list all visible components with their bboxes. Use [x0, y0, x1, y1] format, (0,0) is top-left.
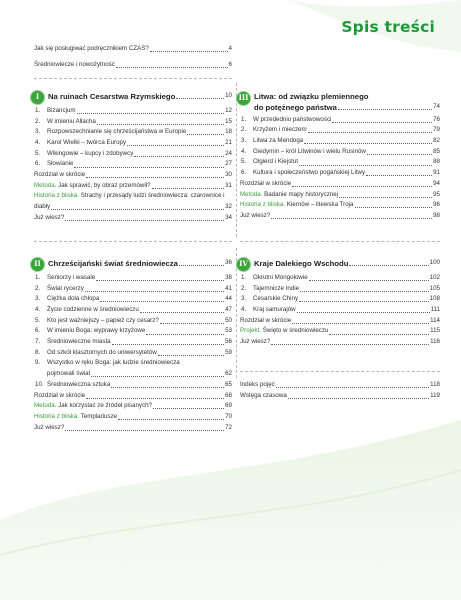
toc-entry[interactable]: 6. Kultura i społeczeństwo pogańskiej Litwy 91 — [241, 169, 440, 177]
toc-entry[interactable]: 1. Bizancjum 12 — [35, 106, 232, 114]
section-title: Litwa: od związku plemiennego — [254, 92, 369, 101]
method-entry[interactable]: Metoda. Jak korzystać ze źródeł pisanych? 69 — [34, 402, 232, 410]
section-4 — [240, 258, 440, 348]
toc-entry[interactable]: 1. Okrutni Mongołowie 102 — [241, 273, 440, 281]
toc-entry[interactable]: 6. Słowianie 27 — [35, 160, 232, 168]
toc-entry[interactable]: 7. Średniowieczne miasta 56 — [35, 338, 232, 346]
project-entry[interactable]: Projekt. Święto w średniowieczu 115 — [240, 327, 440, 335]
toc-entry[interactable]: 9. Wszystko w ręku Boga: jak ludzie średniowiecza pojmowali świat 62 — [35, 359, 232, 378]
closeup-entry[interactable]: Historia z bliska. Kiernów – litewska Troja 96 — [240, 201, 440, 209]
toc-entry[interactable]: 4. Życie codzienne w średniowieczu 47 — [35, 306, 232, 314]
method-entry[interactable]: Metoda. Badanie mapy historycznej 95 — [240, 190, 440, 198]
quiz-entry[interactable]: Już wiesz? 116 — [240, 338, 440, 346]
section-heading[interactable]: III Litwa: od związku plemiennego do potężnego państwa 74 — [238, 92, 440, 112]
intro-entry[interactable]: Jak się posługiwać podręcznikiem CZAS? 4 — [34, 44, 232, 52]
method-entry[interactable]: Metoda. Jak sprawić, by obraz przemówił? 31 — [34, 181, 232, 189]
closeup-entry[interactable]: Historia z bliska. Templariusze 70 — [34, 412, 232, 420]
toc-entry[interactable]: 4. Karol Wielki – twórca Europy 21 — [35, 139, 232, 147]
section-title: Kraje Dalekiego Wschodu — [254, 258, 349, 268]
toc-entry[interactable]: 2. Krzyżem i mieczem 79 — [241, 126, 440, 134]
toc-entry[interactable]: 1. Seniorzy i wasale 38 — [35, 273, 232, 281]
toc-entry[interactable]: 10. Średniowieczna sztuka 65 — [35, 380, 232, 388]
closeup-entry[interactable]: Historia z bliska. Strachy i przesądy ludzi średniowiecza: czarownice i diabły 32 — [34, 192, 232, 211]
summary-entry[interactable]: Rozdział w skrócie 68 — [34, 391, 232, 399]
toc-entry[interactable]: 2. Tajemnicze Indie 105 — [241, 284, 440, 292]
summary-entry[interactable]: Rozdział w skrócie 30 — [34, 171, 232, 179]
quiz-entry[interactable]: Już wiesz? 72 — [34, 423, 232, 431]
section-1 — [34, 91, 232, 224]
toc-entry[interactable]: 3. Rozpowszechnianie się chrześcijaństwa w Europie 18 — [35, 128, 232, 136]
index-entry[interactable]: Indeks pojęć 118 — [240, 380, 440, 388]
page-title: Spis treści — [341, 18, 435, 36]
intro-entry[interactable]: Średniowiecze i nowożytność 6 — [34, 60, 232, 68]
intro-list — [34, 44, 232, 70]
toc-entry[interactable]: 8. Od szkół klasztornych do uniwersytetów 59 — [35, 348, 232, 356]
toc-entry[interactable]: 4. Giedymin – król Litwinów i wielu Rusinów 85 — [241, 147, 440, 155]
chapter-badge: III — [237, 92, 250, 105]
section-title: Na ruinach Cesarstwa Rzymskiego — [48, 91, 176, 101]
toc-entry[interactable]: 6. W imieniu Boga: wyprawy krzyżowe 53 — [35, 327, 232, 335]
summary-entry[interactable]: Rozdział w skrócie 94 — [240, 179, 440, 187]
section-2 — [34, 258, 232, 433]
timeline-entry[interactable]: Wstęga czasowa 119 — [240, 391, 440, 399]
appendix-list — [240, 380, 440, 401]
quiz-entry[interactable]: Już wiesz? 34 — [34, 213, 232, 221]
toc-entry[interactable]: 5. Kto jest ważniejszy – papież czy cesarz? 50 — [35, 316, 232, 324]
divider — [240, 241, 440, 242]
toc-entry[interactable]: 5. Olgierd i Kiejstut 88 — [241, 158, 440, 166]
toc-entry[interactable]: 3. Ciężka dola chłopa 44 — [35, 295, 232, 303]
toc-entry[interactable]: 5. Wikingowie – kupcy i zdobywcy 24 — [35, 149, 232, 157]
column-divider — [236, 83, 237, 237]
chapter-badge: IV — [237, 258, 250, 271]
toc-entry[interactable]: 3. Cesarskie Chiny 108 — [241, 295, 440, 303]
chapter-badge: II — [31, 258, 44, 271]
toc-entry[interactable]: 3. Litwa za Mendoga 82 — [241, 137, 440, 145]
toc-entry[interactable]: 4. Kraj samurajów 111 — [241, 306, 440, 314]
divider — [34, 241, 232, 242]
section-3 — [240, 92, 440, 222]
divider — [240, 371, 440, 372]
section-title-cont: do potężnego państwa — [254, 102, 337, 112]
toc-entry[interactable]: 2. W imieniu Allacha 15 — [35, 117, 232, 125]
summary-entry[interactable]: Rozdział w skrócie 114 — [240, 316, 440, 324]
section-heading[interactable]: I Na ruinach Cesarstwa Rzymskiego 10 — [34, 91, 232, 104]
section-heading[interactable]: II Chrześcijański świat średniowiecza 36 — [34, 258, 232, 271]
toc-entry[interactable]: 2. Świat rycerzy 41 — [35, 284, 232, 292]
chapter-badge: I — [31, 91, 44, 104]
divider — [34, 78, 232, 79]
quiz-entry[interactable]: Już wiesz? 98 — [240, 211, 440, 219]
section-heading[interactable]: IV Kraje Dalekiego Wschodu 100 — [240, 258, 440, 271]
toc-entry[interactable]: 1. W przededniu państwowości 76 — [241, 115, 440, 123]
section-title: Chrześcijański świat średniowiecza — [48, 258, 178, 268]
